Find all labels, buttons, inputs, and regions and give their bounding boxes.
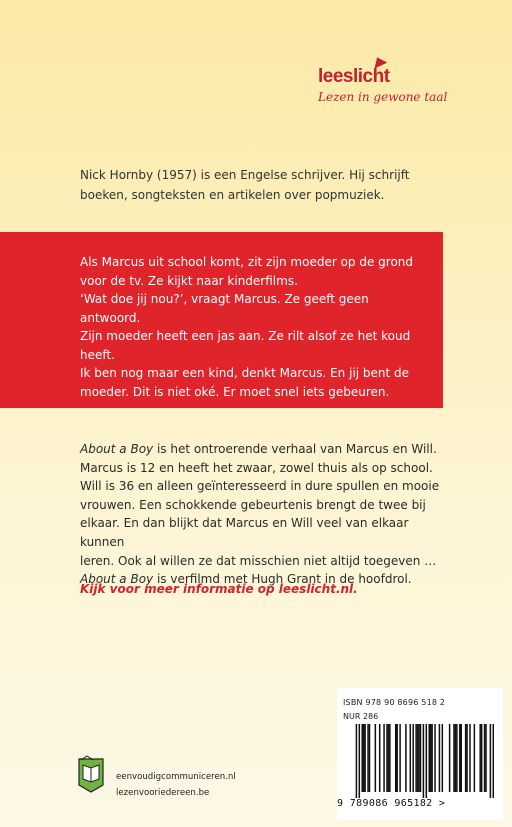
author-bio bbox=[80, 165, 410, 205]
blurb-line: leren. Ook al willen ze dat misschien niet altijd toegeven … bbox=[80, 553, 437, 568]
barcode-bar bbox=[364, 724, 366, 792]
footer-link-eenvoudigcommuniceren[interactable]: eenvoudigcommuniceren.nl bbox=[116, 772, 236, 782]
barcode-bar bbox=[423, 724, 425, 798]
barcode-bar bbox=[493, 724, 494, 798]
excerpt-line: ‘Wat doe jij nou?’, vraagt Marcus. Ze geeft geen antwoord. bbox=[80, 292, 369, 325]
excerpt-line: heeft. bbox=[80, 347, 115, 362]
barcode-bar bbox=[415, 724, 417, 792]
barcode-bar bbox=[399, 724, 401, 792]
barcode-bar bbox=[434, 724, 436, 792]
blurb-line: vrouwen. Een schokkende gebeurtenis brengt de twee bij bbox=[80, 497, 426, 512]
barcode-bar bbox=[431, 724, 433, 792]
barcode-bar bbox=[367, 724, 369, 792]
footer-link-lezenvooriedereen[interactable]: lezenvooriedereen.be bbox=[116, 788, 210, 798]
barcode-bar bbox=[442, 724, 444, 792]
publisher-logo bbox=[318, 66, 478, 105]
barcode-bar bbox=[490, 724, 492, 798]
barcode-bar bbox=[479, 724, 481, 792]
publisher-tagline: Lezen in gewone taal bbox=[318, 90, 448, 104]
ean-barcode bbox=[344, 724, 494, 798]
barcode-bar bbox=[375, 724, 377, 792]
barcode-bar bbox=[474, 724, 476, 792]
excerpt-line: Ik ben nog maar een kind, denkt Marcus. En jij bent de bbox=[80, 366, 410, 380]
barcode-bar bbox=[412, 724, 414, 792]
blurb-line: Will is 36 en alleen geïnteresseerd in dure spullen en mooie bbox=[80, 479, 440, 494]
barcode-bar bbox=[485, 724, 487, 792]
barcode-bar bbox=[395, 724, 397, 792]
barcode-bar bbox=[449, 724, 451, 792]
footer-links bbox=[116, 769, 236, 801]
author-bio-line: Nick Hornby (1957) is een Engelse schrijver. Hij schrijft bbox=[80, 168, 410, 182]
publisher-name: leeslicht bbox=[318, 66, 478, 88]
barcode-bar bbox=[417, 724, 419, 792]
barcode-bar bbox=[469, 724, 471, 792]
barcode-bar bbox=[388, 724, 390, 792]
barcode-bar bbox=[359, 724, 361, 798]
book-title: About a Boy bbox=[80, 572, 154, 587]
barcode-bar bbox=[466, 724, 468, 792]
blurb-line: About a Boy is het ontroerende verhaal van Marcus en Will. bbox=[80, 442, 437, 456]
more-info-link[interactable]: Kijk voor meer informatie op leeslicht.nl. bbox=[80, 582, 358, 596]
barcode-bar bbox=[420, 724, 422, 792]
barcode-bar bbox=[461, 724, 463, 792]
barcode-bar bbox=[379, 724, 381, 792]
excerpt-line: moeder. Dit is niet oké. Er moet snel iets gebeuren. bbox=[80, 384, 390, 399]
blurb-line: About a Boy is verfilmd met Hugh Grant in de hoofdrol. bbox=[80, 572, 412, 587]
barcode-bar bbox=[361, 724, 363, 792]
barcode-bar bbox=[456, 724, 458, 792]
book-blurb bbox=[80, 440, 450, 589]
barcode-bar bbox=[410, 724, 412, 792]
blurb-line: Marcus is 12 en heeft het zwaar, zowel thuis als op school. bbox=[80, 460, 433, 475]
barcode-bar bbox=[386, 724, 388, 792]
blurb-line: elkaar. En dan blijkt dat Marcus en Will veel van elkaar kunnen bbox=[80, 516, 409, 549]
author-bio-line: boeken, songteksten en artikelen over popmuziek. bbox=[80, 188, 385, 202]
book-badge-icon bbox=[77, 755, 105, 793]
excerpt-line: Zijn moeder heeft een jas aan. Ze rilt alsof ze het koud bbox=[80, 329, 411, 343]
barcode-bar bbox=[426, 724, 428, 798]
isbn-text: ISBN 978 90 8696 518 2 bbox=[343, 698, 446, 707]
barcode-bar bbox=[459, 724, 461, 792]
barcode-bar bbox=[396, 724, 398, 792]
barcode-bar bbox=[455, 724, 457, 792]
barcode-bar bbox=[383, 724, 385, 792]
barcode-bar bbox=[453, 724, 455, 792]
barcode-bar bbox=[428, 724, 430, 792]
book-title: About a Boy bbox=[80, 442, 154, 456]
barcode-panel bbox=[337, 688, 503, 820]
barcode-bar bbox=[389, 724, 391, 792]
barcode-bar bbox=[439, 724, 441, 792]
barcode-bar bbox=[481, 724, 483, 792]
barcode-bar bbox=[465, 724, 467, 792]
barcode-bar bbox=[356, 724, 358, 798]
barcode-number: 9 789086 965182 > bbox=[337, 798, 446, 809]
barcode-bar bbox=[430, 724, 432, 792]
excerpt-line: voor de tv. Ze kijkt naar kinderfilms. bbox=[80, 273, 298, 288]
barcode-bar bbox=[405, 724, 407, 792]
excerpt-text bbox=[80, 253, 425, 401]
barcode-bar bbox=[418, 724, 420, 792]
barcode-bar bbox=[363, 724, 365, 792]
nur-text: NUR 286 bbox=[343, 712, 379, 721]
excerpt-line: Als Marcus uit school komt, zit zijn moeder op de grond bbox=[80, 255, 414, 269]
barcode-bar bbox=[369, 724, 371, 792]
barcode-bar bbox=[484, 724, 486, 792]
